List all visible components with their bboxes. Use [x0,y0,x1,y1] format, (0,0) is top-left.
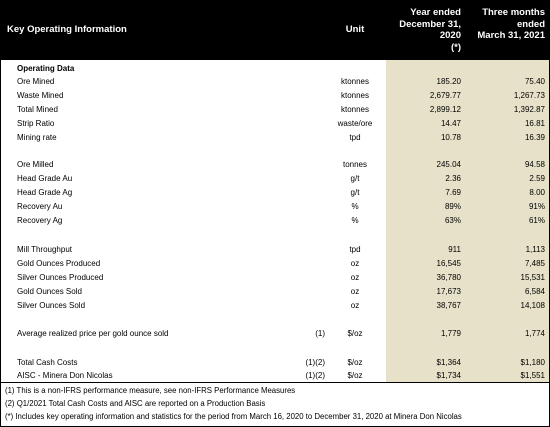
row-unit: $/oz [347,371,363,380]
row-value-2020: 185.20 [436,77,461,86]
col2-line: Three months [482,7,545,18]
col1-line: 2020 [439,30,461,41]
row-value-q1-2021: 1,774 [524,329,545,338]
table-row [1,200,549,213]
table-row [1,327,549,340]
row-unit: oz [350,273,360,282]
table-row [1,243,549,256]
row-value-2020: $1,364 [436,358,461,367]
table-row [1,89,549,102]
row-value-q1-2021: 91% [528,202,545,211]
footnote: (*) Includes key operating information and statistics for the period from March 16, 2020 to December 31, 2020 at Minera Don Nicolas [5,412,462,421]
row-unit: g/t [350,174,360,183]
row-label: Recovery Au [17,202,63,211]
row-unit: oz [350,287,360,296]
row-label: Ore Mined [17,77,55,86]
table-row [1,257,549,270]
row-unit: tonnes [342,160,368,169]
row-label: Gold Ounces Sold [17,287,82,296]
row-value-2020: 36,780 [436,273,461,282]
table-row [1,285,549,298]
row-unit: ktonnes [340,105,370,114]
row-value-2020: 63% [444,216,461,225]
table-row [1,299,549,312]
col2-line: March 31, 2021 [477,30,545,41]
row-value-2020: 89% [444,202,461,211]
row-unit: oz [350,259,360,268]
row-value-2020: 2,679.77 [429,91,461,100]
row-label: AISC - Minera Don Nicolas [17,371,113,380]
row-unit: g/t [350,188,360,197]
row-label: Silver Ounces Sold [17,301,86,310]
row-value-2020: 1,779 [440,329,461,338]
table-row [1,369,549,382]
table-row [1,214,549,227]
table-title: Key Operating Information [7,24,127,35]
col1-line: (*) [450,41,461,53]
row-value-2020: 911 [448,245,461,254]
row-value-q1-2021: $1,180 [520,358,545,367]
row-label: Total Mined [17,105,58,114]
col1-line: December 31, [399,18,461,30]
footnote: (2) Q1/2021 Total Cash Costs and AISC are reported on a Production Basis [5,399,266,408]
row-note: (1) [315,329,325,338]
section-heading [1,62,549,75]
row-unit: oz [350,301,360,310]
row-unit: tpd [349,245,361,254]
footnote: (1) This is a non-IFRS performance measure, see non-IFRS Performance Measures [5,386,296,395]
row-label: Head Grade Au [17,174,73,183]
row-label: Gold Ounces Produced [17,259,101,268]
row-value-2020: 7.69 [445,188,461,197]
row-unit: waste/ore [337,119,373,128]
row-label: Average realized price per gold ounce sold [17,329,169,338]
table-row [1,117,549,130]
row-unit: % [351,216,359,225]
row-value-q1-2021: 1,267.73 [513,91,545,100]
row-label: Silver Ounces Produced [17,273,104,282]
row-value-2020: 245.04 [436,160,461,169]
row-unit: $/oz [347,358,363,367]
row-value-q1-2021: 16.39 [524,133,545,142]
table-row [1,158,549,171]
row-note: (1)(2) [305,358,325,367]
row-label: Ore Milled [17,160,54,169]
row-value-2020: 17,673 [436,287,461,296]
row-unit: % [351,202,359,211]
row-label: Strip Ratio [17,119,55,128]
footnote-divider [1,382,549,383]
row-value-q1-2021: 1,113 [525,245,545,254]
row-value-2020: $1,734 [436,371,461,380]
table-row [1,131,549,144]
row-value-2020: 2,899.12 [429,105,461,114]
table-row [1,186,549,199]
row-label: Waste Mined [17,91,64,100]
row-value-q1-2021: 6,584 [524,287,545,296]
row-value-2020: 14.47 [440,119,461,128]
table-row [1,356,549,369]
section-title: Operating Data [17,64,75,73]
row-value-q1-2021: 75.40 [524,77,545,86]
row-label: Recovery Ag [17,216,63,225]
row-value-q1-2021: 2.59 [529,174,545,183]
row-value-q1-2021: 61% [528,216,545,225]
row-note: (1)(2) [305,371,325,380]
row-unit: ktonnes [340,91,370,100]
row-unit: $/oz [347,329,363,338]
table-row [1,75,549,88]
row-value-q1-2021: 1,392.87 [513,105,545,114]
row-label: Mill Throughput [17,245,72,254]
row-value-q1-2021: 94.58 [524,160,545,169]
row-label: Mining rate [17,133,57,142]
table-body [1,1,549,382]
col1-line: Year ended [410,7,461,18]
row-value-q1-2021: 14,108 [520,301,545,310]
col2-line: ended [517,18,545,30]
unit-column-header: Unit [345,24,365,35]
row-value-q1-2021: 15,531 [520,273,545,282]
row-value-q1-2021: 8.00 [529,188,545,197]
row-value-2020: 10.78 [440,133,461,142]
row-value-2020: 38,767 [436,301,461,310]
table-row [1,172,549,185]
row-unit: ktonnes [340,77,370,86]
row-value-2020: 2.36 [445,174,461,183]
row-value-q1-2021: 16.81 [524,119,545,128]
row-unit: tpd [349,133,361,142]
row-value-q1-2021: 7,485 [524,259,545,268]
table-row [1,103,549,116]
table-row [1,271,549,284]
row-label: Total Cash Costs [17,358,78,367]
row-value-q1-2021: $1,551 [520,371,545,380]
row-label: Head Grade Ag [17,188,73,197]
row-value-2020: 16,545 [436,259,461,268]
